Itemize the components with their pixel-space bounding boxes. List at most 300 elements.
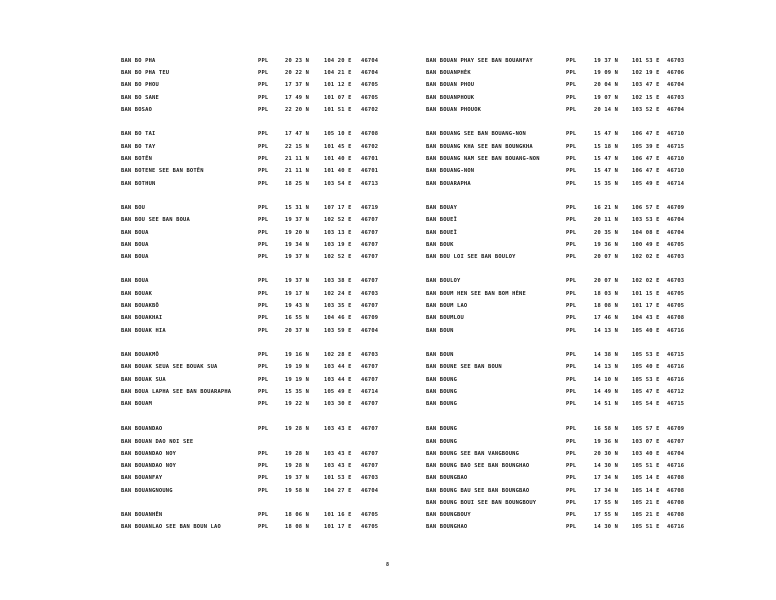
latitude: 17 34 N: [594, 475, 619, 481]
place-name: BAN BOUANG-NON: [426, 168, 475, 174]
gazetteer-entry: [0, 251, 388, 263]
gazetteer-entry: [388, 153, 776, 165]
latitude: 17 55 N: [594, 512, 619, 518]
longitude: 107 17 E: [324, 205, 352, 211]
latitude: 19 37 N: [285, 254, 310, 260]
longitude: 105 54 E: [632, 401, 660, 407]
gazetteer-entry: [0, 141, 388, 153]
sheet-reference: 46708: [361, 131, 379, 137]
gazetteer-entry: [388, 202, 776, 214]
place-name: BAN BOUNG: [426, 439, 458, 445]
longitude: 103 07 E: [632, 439, 660, 445]
feature-class: PPL: [258, 377, 269, 383]
gazetteer-entry: [0, 472, 388, 484]
place-name: BAN BOTENE SEE BAN BOTÊN: [121, 168, 204, 174]
latitude: 16 55 N: [285, 315, 310, 321]
place-name: BAN BOUAK: [121, 291, 153, 297]
latitude: 17 34 N: [594, 488, 619, 494]
sheet-reference: 46716: [667, 328, 685, 334]
longitude: 102 02 E: [632, 254, 660, 260]
gazetteer-entry: [388, 178, 776, 190]
longitude: 101 07 E: [324, 95, 352, 101]
latitude: 17 46 N: [594, 315, 619, 321]
sheet-reference: 46708: [667, 475, 685, 481]
gazetteer-entry: [388, 239, 776, 251]
feature-class: PPL: [258, 401, 269, 407]
sheet-reference: 46705: [361, 524, 379, 530]
place-name: BAN BOUAK SUA: [121, 377, 166, 383]
latitude: 14 38 N: [594, 352, 619, 358]
feature-class: PPL: [258, 524, 269, 530]
longitude: 103 35 E: [324, 303, 352, 309]
latitude: 14 10 N: [594, 377, 619, 383]
longitude: 104 08 E: [632, 230, 660, 236]
sheet-reference: 46707: [361, 463, 379, 469]
sheet-reference: 46705: [667, 303, 685, 309]
longitude: 102 02 E: [632, 278, 660, 284]
gazetteer-entry: [388, 398, 776, 410]
latitude: 19 34 N: [285, 242, 310, 248]
longitude: 100 49 E: [632, 242, 660, 248]
feature-class: PPL: [566, 278, 577, 284]
place-name: BAN BOU LOI SEE BAN BOULOY: [426, 254, 516, 260]
feature-class: PPL: [258, 70, 269, 76]
latitude: 14 49 N: [594, 389, 619, 395]
right-column: [388, 0, 776, 600]
sheet-reference: 46705: [361, 82, 379, 88]
place-name: BAN BOUA: [121, 242, 149, 248]
feature-class: PPL: [566, 131, 577, 137]
place-name: BAN BOUANDAO: [121, 426, 163, 432]
feature-class: PPL: [566, 107, 577, 113]
sheet-reference: 46703: [361, 291, 379, 297]
feature-class: PPL: [258, 95, 269, 101]
latitude: 21 11 N: [285, 168, 310, 174]
sheet-reference: 46701: [361, 156, 379, 162]
longitude: 101 53 E: [324, 475, 352, 481]
longitude: 103 43 E: [324, 451, 352, 457]
longitude: 102 19 E: [632, 70, 660, 76]
gazetteer-entry: [388, 79, 776, 91]
place-name: BAN BOUAN PHAY SEE BAN BOUANFAY: [426, 58, 533, 64]
gazetteer-entry: [0, 79, 388, 91]
gazetteer-entry: [388, 448, 776, 460]
place-name: BAN BOTÊN: [121, 156, 153, 162]
latitude: 19 28 N: [285, 426, 310, 432]
place-name: BAN BOUN: [426, 328, 454, 334]
sheet-reference: 46716: [667, 524, 685, 530]
place-name: BAN BO PHA: [121, 58, 156, 64]
feature-class: PPL: [566, 377, 577, 383]
gazetteer-entry: [0, 227, 388, 239]
sheet-reference: 46705: [361, 512, 379, 518]
longitude: 103 44 E: [324, 377, 352, 383]
gazetteer-entry: [0, 521, 388, 533]
sheet-reference: 46707: [361, 217, 379, 223]
sheet-reference: 46715: [667, 401, 685, 407]
place-name: BAN BOUANG KHA SEE BAN BOUNGKHA: [426, 144, 533, 150]
sheet-reference: 46703: [361, 352, 379, 358]
latitude: 19 36 N: [594, 242, 619, 248]
latitude: 14 51 N: [594, 401, 619, 407]
place-name: BAN BOUNG: [426, 377, 458, 383]
sheet-reference: 46707: [361, 364, 379, 370]
sheet-reference: 46707: [361, 230, 379, 236]
place-name: BAN BOUANPHÈK: [426, 70, 471, 76]
feature-class: PPL: [566, 426, 577, 432]
latitude: 15 35 N: [285, 389, 310, 395]
place-name: BAN BOUNG: [426, 389, 458, 395]
gazetteer-entry: [388, 141, 776, 153]
feature-class: PPL: [258, 230, 269, 236]
place-name: BAN BOUA: [121, 230, 149, 236]
place-name: BAN BOUNG BOUI SEE BAN BOUNGBOUY: [426, 500, 537, 506]
latitude: 19 28 N: [285, 463, 310, 469]
sheet-reference: 46715: [667, 144, 685, 150]
latitude: 19 43 N: [285, 303, 310, 309]
latitude: 18 08 N: [594, 303, 619, 309]
sheet-reference: 46704: [361, 488, 379, 494]
feature-class: PPL: [566, 95, 577, 101]
feature-class: PPL: [566, 156, 577, 162]
feature-class: PPL: [566, 389, 577, 395]
place-name: BAN BOUNGHAO: [426, 524, 468, 530]
place-name: BAN BOUNG: [426, 401, 458, 407]
latitude: 15 47 N: [594, 156, 619, 162]
gazetteer-entry: [0, 485, 388, 497]
latitude: 14 13 N: [594, 364, 619, 370]
latitude: 20 14 N: [594, 107, 619, 113]
place-name: BAN BOUA: [121, 278, 149, 284]
latitude: 19 28 N: [285, 451, 310, 457]
longitude: 101 40 E: [324, 168, 352, 174]
place-name: BAN BOUNG BAO SEE BAN BOUNGHAO: [426, 463, 530, 469]
gazetteer-entry: [388, 251, 776, 263]
gazetteer-entry: [388, 165, 776, 177]
longitude: 101 17 E: [632, 303, 660, 309]
place-name: BAN BOUMLOU: [426, 315, 464, 321]
longitude: 105 14 E: [632, 488, 660, 494]
sheet-reference: 46705: [361, 95, 379, 101]
sheet-reference: 46716: [667, 463, 685, 469]
place-name: BAN BOUK: [426, 242, 454, 248]
longitude: 103 19 E: [324, 242, 352, 248]
longitude: 105 51 E: [632, 463, 660, 469]
feature-class: PPL: [566, 475, 577, 481]
feature-class: PPL: [258, 512, 269, 518]
feature-class: PPL: [258, 463, 269, 469]
sheet-reference: 46702: [361, 107, 379, 113]
feature-class: PPL: [258, 205, 269, 211]
latitude: 19 22 N: [285, 401, 310, 407]
feature-class: PPL: [258, 389, 269, 395]
feature-class: PPL: [566, 168, 577, 174]
place-name: BAN BOUAM: [121, 401, 153, 407]
place-name: BAN BOUM LAO: [426, 303, 468, 309]
gazetteer-entry: [0, 448, 388, 460]
place-name: BAN BOUNG: [426, 426, 458, 432]
gazetteer-entry: [388, 436, 776, 448]
latitude: 19 37 N: [285, 217, 310, 223]
feature-class: PPL: [258, 475, 269, 481]
feature-class: PPL: [566, 242, 577, 248]
place-name: BAN BOUANPHOUK: [426, 95, 475, 101]
feature-class: PPL: [258, 181, 269, 187]
sheet-reference: 46703: [667, 254, 685, 260]
feature-class: PPL: [566, 401, 577, 407]
feature-class: PPL: [258, 217, 269, 223]
gazetteer-entry: [388, 497, 776, 509]
longitude: 103 52 E: [632, 107, 660, 113]
latitude: 19 20 N: [285, 230, 310, 236]
sheet-reference: 46710: [667, 131, 685, 137]
latitude: 22 15 N: [285, 144, 310, 150]
feature-class: PPL: [566, 70, 577, 76]
place-name: BAN BOUM HEN SEE BAN BOM HÈNE: [426, 291, 526, 297]
feature-class: PPL: [566, 488, 577, 494]
longitude: 105 21 E: [632, 512, 660, 518]
longitude: 103 53 E: [632, 217, 660, 223]
latitude: 17 55 N: [594, 500, 619, 506]
place-name: BAN BOTHUN: [121, 181, 156, 187]
feature-class: PPL: [258, 352, 269, 358]
gazetteer-entry: [0, 300, 388, 312]
feature-class: PPL: [258, 107, 269, 113]
latitude: 20 07 N: [594, 254, 619, 260]
place-name: BAN BOULOY: [426, 278, 461, 284]
gazetteer-entry: [0, 239, 388, 251]
feature-class: PPL: [566, 58, 577, 64]
sheet-reference: 46712: [667, 389, 685, 395]
longitude: 106 57 E: [632, 205, 660, 211]
gazetteer-entry: [0, 386, 388, 398]
feature-class: PPL: [566, 303, 577, 309]
sheet-reference: 46707: [361, 451, 379, 457]
gazetteer-entry: [0, 128, 388, 140]
gazetteer-entry: [388, 128, 776, 140]
sheet-reference: 46707: [361, 278, 379, 284]
feature-class: PPL: [258, 82, 269, 88]
latitude: 20 07 N: [594, 278, 619, 284]
latitude: 20 04 N: [594, 82, 619, 88]
sheet-reference: 46703: [361, 475, 379, 481]
longitude: 101 17 E: [324, 524, 352, 530]
latitude: 20 11 N: [594, 217, 619, 223]
gazetteer-entry: [388, 485, 776, 497]
gazetteer-entry: [388, 104, 776, 116]
place-name: BAN BOUN: [426, 352, 454, 358]
latitude: 17 49 N: [285, 95, 310, 101]
sheet-reference: 46704: [667, 107, 685, 113]
feature-class: PPL: [258, 278, 269, 284]
place-name: BAN BOUNE SEE BAN BOUN: [426, 364, 502, 370]
longitude: 103 47 E: [632, 82, 660, 88]
sheet-reference: 46707: [361, 303, 379, 309]
feature-class: PPL: [258, 488, 269, 494]
longitude: 105 53 E: [632, 377, 660, 383]
gazetteer-entry: [388, 288, 776, 300]
gazetteer-entry: [388, 227, 776, 239]
latitude: 20 35 N: [594, 230, 619, 236]
place-name: BAN BOUANLAO SEE BAN BOUN LAO: [121, 524, 221, 530]
sheet-reference: 46704: [667, 451, 685, 457]
longitude: 102 52 E: [324, 254, 352, 260]
longitude: 106 47 E: [632, 131, 660, 137]
place-name: BAN BO SANE: [121, 95, 159, 101]
latitude: 20 37 N: [285, 328, 310, 334]
latitude: 19 37 N: [285, 475, 310, 481]
longitude: 106 47 E: [632, 168, 660, 174]
feature-class: PPL: [566, 181, 577, 187]
latitude: 15 35 N: [594, 181, 619, 187]
sheet-reference: 46703: [667, 58, 685, 64]
latitude: 20 23 N: [285, 58, 310, 64]
gazetteer-entry: [0, 312, 388, 324]
gazetteer-entry: [0, 423, 388, 435]
latitude: 16 58 N: [594, 426, 619, 432]
place-name: BAN BOUAK SEUA SEE BOUAK SUA: [121, 364, 218, 370]
longitude: 103 59 E: [324, 328, 352, 334]
place-name: BAN BOUAKMÔ: [121, 352, 159, 358]
longitude: 105 49 E: [632, 181, 660, 187]
longitude: 102 24 E: [324, 291, 352, 297]
longitude: 105 40 E: [632, 364, 660, 370]
feature-class: PPL: [258, 58, 269, 64]
sheet-reference: 46707: [667, 439, 685, 445]
gazetteer-entry: [388, 460, 776, 472]
gazetteer-entry: [0, 55, 388, 67]
latitude: 20 30 N: [594, 451, 619, 457]
longitude: 102 15 E: [632, 95, 660, 101]
gazetteer-entry: [0, 374, 388, 386]
sheet-reference: 46719: [361, 205, 379, 211]
longitude: 105 10 E: [324, 131, 352, 137]
feature-class: PPL: [566, 364, 577, 370]
latitude: 15 31 N: [285, 205, 310, 211]
gazetteer-entry: [0, 325, 388, 337]
feature-class: PPL: [566, 463, 577, 469]
sheet-reference: 46704: [667, 230, 685, 236]
sheet-reference: 46707: [361, 242, 379, 248]
longitude: 105 53 E: [632, 352, 660, 358]
gazetteer-entry: [0, 178, 388, 190]
gazetteer-entry: [0, 104, 388, 116]
gazetteer-entry: [0, 165, 388, 177]
latitude: 19 37 N: [285, 278, 310, 284]
feature-class: PPL: [566, 512, 577, 518]
longitude: 105 39 E: [632, 144, 660, 150]
sheet-reference: 46709: [667, 426, 685, 432]
gazetteer-entry: [388, 92, 776, 104]
gazetteer-entry: [0, 202, 388, 214]
latitude: 19 16 N: [285, 352, 310, 358]
latitude: 22 20 N: [285, 107, 310, 113]
gazetteer-entry: [0, 398, 388, 410]
longitude: 105 14 E: [632, 475, 660, 481]
longitude: 101 51 E: [324, 107, 352, 113]
gazetteer-entry: [388, 67, 776, 79]
place-name: BAN BOU: [121, 205, 146, 211]
place-name: BAN BOUNG BAU SEE BAN BOUNGBAO: [426, 488, 530, 494]
longitude: 105 40 E: [632, 328, 660, 334]
feature-class: PPL: [258, 328, 269, 334]
sheet-reference: 46706: [667, 70, 685, 76]
place-name: BAN BOUEÏ: [426, 217, 458, 223]
longitude: 101 12 E: [324, 82, 352, 88]
gazetteer-entry: [0, 153, 388, 165]
longitude: 104 27 E: [324, 488, 352, 494]
feature-class: PPL: [258, 451, 269, 457]
feature-class: PPL: [258, 156, 269, 162]
feature-class: PPL: [566, 352, 577, 358]
longitude: 105 49 E: [324, 389, 352, 395]
place-name: BAN BOUAN PHOUOK: [426, 107, 482, 113]
sheet-reference: 46709: [361, 315, 379, 321]
longitude: 101 40 E: [324, 156, 352, 162]
gazetteer-entry: [388, 509, 776, 521]
place-name: BAN BO TAY: [121, 144, 156, 150]
gazetteer-entry: [0, 349, 388, 361]
gazetteer-entry: [388, 312, 776, 324]
latitude: 15 18 N: [594, 144, 619, 150]
feature-class: PPL: [566, 315, 577, 321]
place-name: BAN BOUNGBOUY: [426, 512, 471, 518]
sheet-reference: 46716: [667, 364, 685, 370]
latitude: 19 07 N: [594, 95, 619, 101]
longitude: 103 43 E: [324, 426, 352, 432]
place-name: BAN BOUEÏ: [426, 230, 458, 236]
sheet-reference: 46701: [361, 168, 379, 174]
gazetteer-entry: [388, 472, 776, 484]
sheet-reference: 46704: [361, 328, 379, 334]
feature-class: PPL: [566, 205, 577, 211]
place-name: BAN BOUANDAO NOY: [121, 463, 177, 469]
latitude: 19 58 N: [285, 488, 310, 494]
latitude: 19 19 N: [285, 377, 310, 383]
feature-class: PPL: [258, 364, 269, 370]
sheet-reference: 46707: [361, 426, 379, 432]
latitude: 19 36 N: [594, 439, 619, 445]
feature-class: PPL: [566, 328, 577, 334]
sheet-reference: 46705: [667, 242, 685, 248]
gazetteer-entry: [0, 460, 388, 472]
sheet-reference: 46709: [667, 205, 685, 211]
gazetteer-entry: [388, 275, 776, 287]
gazetteer-entry: [388, 386, 776, 398]
longitude: 102 28 E: [324, 352, 352, 358]
place-name: BAN BOUAKHAI: [121, 315, 163, 321]
feature-class: PPL: [566, 291, 577, 297]
place-name: BAN BOUAK HIA: [121, 328, 166, 334]
gazetteer-entry: [388, 214, 776, 226]
longitude: 103 13 E: [324, 230, 352, 236]
latitude: 14 30 N: [594, 463, 619, 469]
sheet-reference: 46704: [667, 82, 685, 88]
place-name: BAN BOUANG SEE BAN BOUANG-NON: [426, 131, 526, 137]
latitude: 14 13 N: [594, 328, 619, 334]
sheet-reference: 46708: [667, 315, 685, 321]
place-name: BAN BOUANDAO NOY: [121, 451, 177, 457]
place-name: BAN BOU SEE BAN BOUA: [121, 217, 190, 223]
gazetteer-entry: [0, 509, 388, 521]
sheet-reference: 46704: [361, 70, 379, 76]
sheet-reference: 46714: [361, 389, 379, 395]
longitude: 103 30 E: [324, 401, 352, 407]
latitude: 17 37 N: [285, 82, 310, 88]
sheet-reference: 46707: [361, 377, 379, 383]
longitude: 103 54 E: [324, 181, 352, 187]
feature-class: PPL: [258, 315, 269, 321]
